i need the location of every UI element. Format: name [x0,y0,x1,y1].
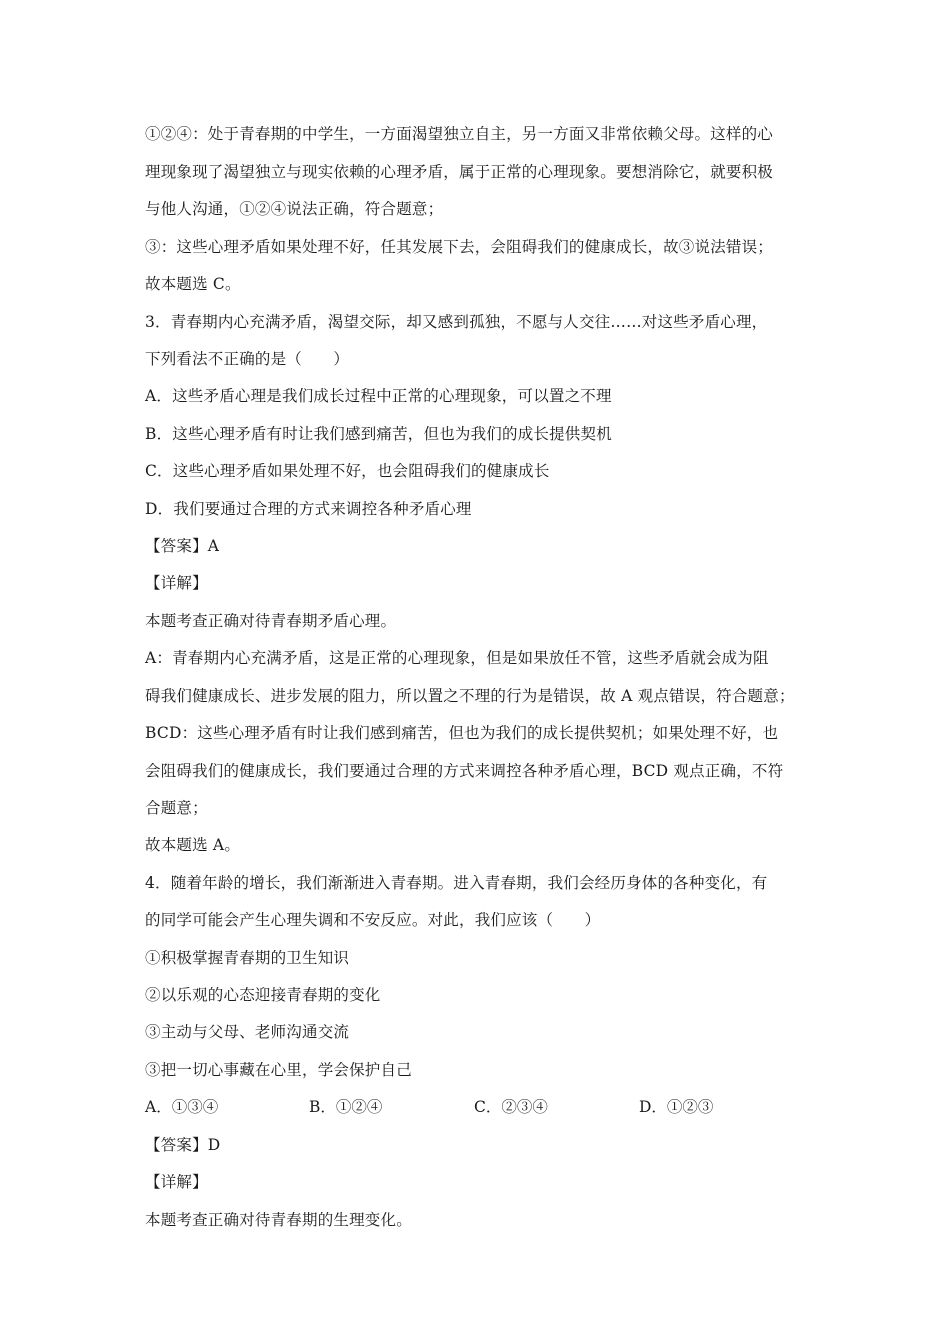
question-4-stem: 的同学可能会产生心理失调和不安反应。对此，我们应该（ ） [145,911,601,929]
text-line: ①②④：处于青春期的中学生，一方面渴望独立自主，另一方面又非常依赖父母。这样的心 [145,125,774,143]
text-line: 合题意； [145,799,208,817]
text-line: 故本题选 A。 [145,836,241,854]
question-4-item: ③把一切心事藏在心里，学会保护自己 [145,1061,412,1079]
text-line: 本题考查正确对待青春期矛盾心理。 [145,612,397,630]
question-4-stem: 4．随着年龄的增长，我们渐渐进入青春期。进入青春期，我们会经历身体的各种变化，有 [145,874,768,892]
question-3-option-b: B．这些心理矛盾有时让我们感到痛苦，但也为我们的成长提供契机 [145,425,612,443]
answer-label: 【答案】A [145,537,220,555]
text-line: 与他人沟通，①②④说法正确，符合题意； [145,200,444,218]
text-line: BCD：这些心理矛盾有时让我们感到痛苦，但也为我们的成长提供契机；如果处理不好，也 [145,724,779,742]
question-4-option-a: A．①③④ [145,1098,219,1116]
question-3-option-c: C．这些心理矛盾如果处理不好，也会阻碍我们的健康成长 [145,462,550,480]
question-4-item: ②以乐观的心态迎接青春期的变化 [145,986,381,1004]
text-line: ③：这些心理矛盾如果处理不好，任其发展下去，会阻碍我们的健康成长，故③说法错误； [145,238,774,256]
explanation-label: 【详解】 [145,574,208,592]
text-line: 理现象现了渴望独立与现实依赖的心理矛盾，属于正常的心理现象。要想消除它，就要积极 [145,163,774,181]
question-3-stem: 下列看法不正确的是（ ） [145,350,350,368]
question-3-option-d: D．我们要通过合理的方式来调控各种矛盾心理 [145,500,472,518]
question-4-option-c: C．②③④ [474,1098,548,1116]
text-line: A：青春期内心充满矛盾，这是正常的心理现象，但是如果放任不管，这些矛盾就会成为阻 [145,649,769,667]
question-4-option-d: D．①②③ [639,1098,714,1116]
text-line: 本题考查正确对待青春期的生理变化。 [145,1211,412,1229]
question-4-option-b: B．①②④ [309,1098,383,1116]
text-line: 会阻碍我们的健康成长，我们要通过合理的方式来调控各种矛盾心理，BCD 观点正确，不符 [145,762,784,780]
question-3-stem: 3．青春期内心充满矛盾，渴望交际，却又感到孤独，不愿与人交往……对这些矛盾心理， [145,313,768,331]
question-4-item: ①积极掌握青春期的卫生知识 [145,949,350,967]
text-line: 故本题选 C。 [145,275,241,293]
question-4-item: ③主动与父母、老师沟通交流 [145,1023,350,1041]
answer-label: 【答案】D [145,1136,221,1154]
explanation-label: 【详解】 [145,1173,208,1191]
question-3-option-a: A．这些矛盾心理是我们成长过程中正常的心理现象，可以置之不理 [145,387,612,405]
text-line: 碍我们健康成长、进步发展的阻力，所以置之不理的行为是错误，故 A 观点错误，符合题意； [145,687,795,705]
